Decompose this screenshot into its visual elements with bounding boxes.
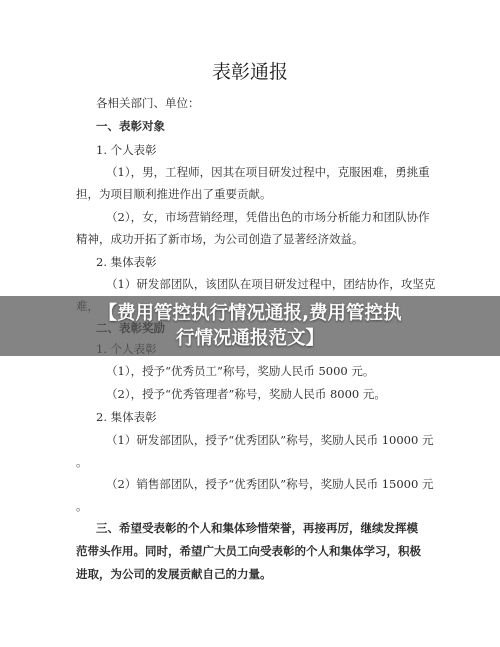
paragraph-line: （1）研发部团队，该团队在项目研发过程中，团结协作，攻坚克: [106, 277, 436, 291]
section-1-subheading-individual: 1. 个人表彰: [96, 143, 157, 157]
award-line: 。: [76, 499, 88, 513]
section-3-line: 范带头作用。同时，希望广大员工向受表彰的个人和集体学习，积极: [76, 544, 421, 558]
section-1-heading: 一、表彰对象: [96, 119, 165, 133]
award-line: （1）研发部团队，授予“优秀团队”称号，奖励人民币 10000 元: [106, 433, 434, 447]
award-line: （2），授予“优秀管理者”称号，奖励人民币 8000 元。: [106, 387, 386, 401]
document-title: 表彰通报: [211, 61, 288, 83]
award-line: 。: [76, 455, 88, 469]
paragraph-line: （1），男，工程师，因其在项目研发过程中，克服困难，勇挑重: [106, 165, 430, 179]
banner-title-line-2: 行情况通报范文】: [175, 328, 324, 349]
award-line: （2）销售部团队，授予“优秀团队”称号，奖励人民币 15000 元: [106, 477, 434, 491]
salutation: 各相关部门、单位：: [96, 96, 200, 110]
section-3-line: 三、希望受表彰的个人和集体珍惜荣誉，再接再厉，继续发挥模: [96, 521, 418, 535]
paragraph-line: 精神，成功开拓了新市场，为公司创造了显著经济效益。: [76, 232, 364, 246]
banner-title-line-1: 【费用管控执行情况通报,费用管控执: [98, 303, 402, 324]
award-line: （1），授予“优秀员工”称号，奖励人民币 5000 元。: [106, 364, 375, 378]
section-2-subheading-group: 2. 集体表彰: [96, 410, 157, 424]
section-1-subheading-group: 2. 集体表彰: [96, 255, 157, 269]
paragraph-line: （2），女，市场营销经理，凭借出色的市场分析能力和团队协作: [106, 210, 430, 224]
title-overlay-banner: [0, 296, 500, 356]
paragraph-line: 担，为项目顺利推进作出了重要贡献。: [76, 187, 272, 201]
section-3-line: 进取，为公司的发展贡献自己的力量。: [76, 567, 272, 581]
